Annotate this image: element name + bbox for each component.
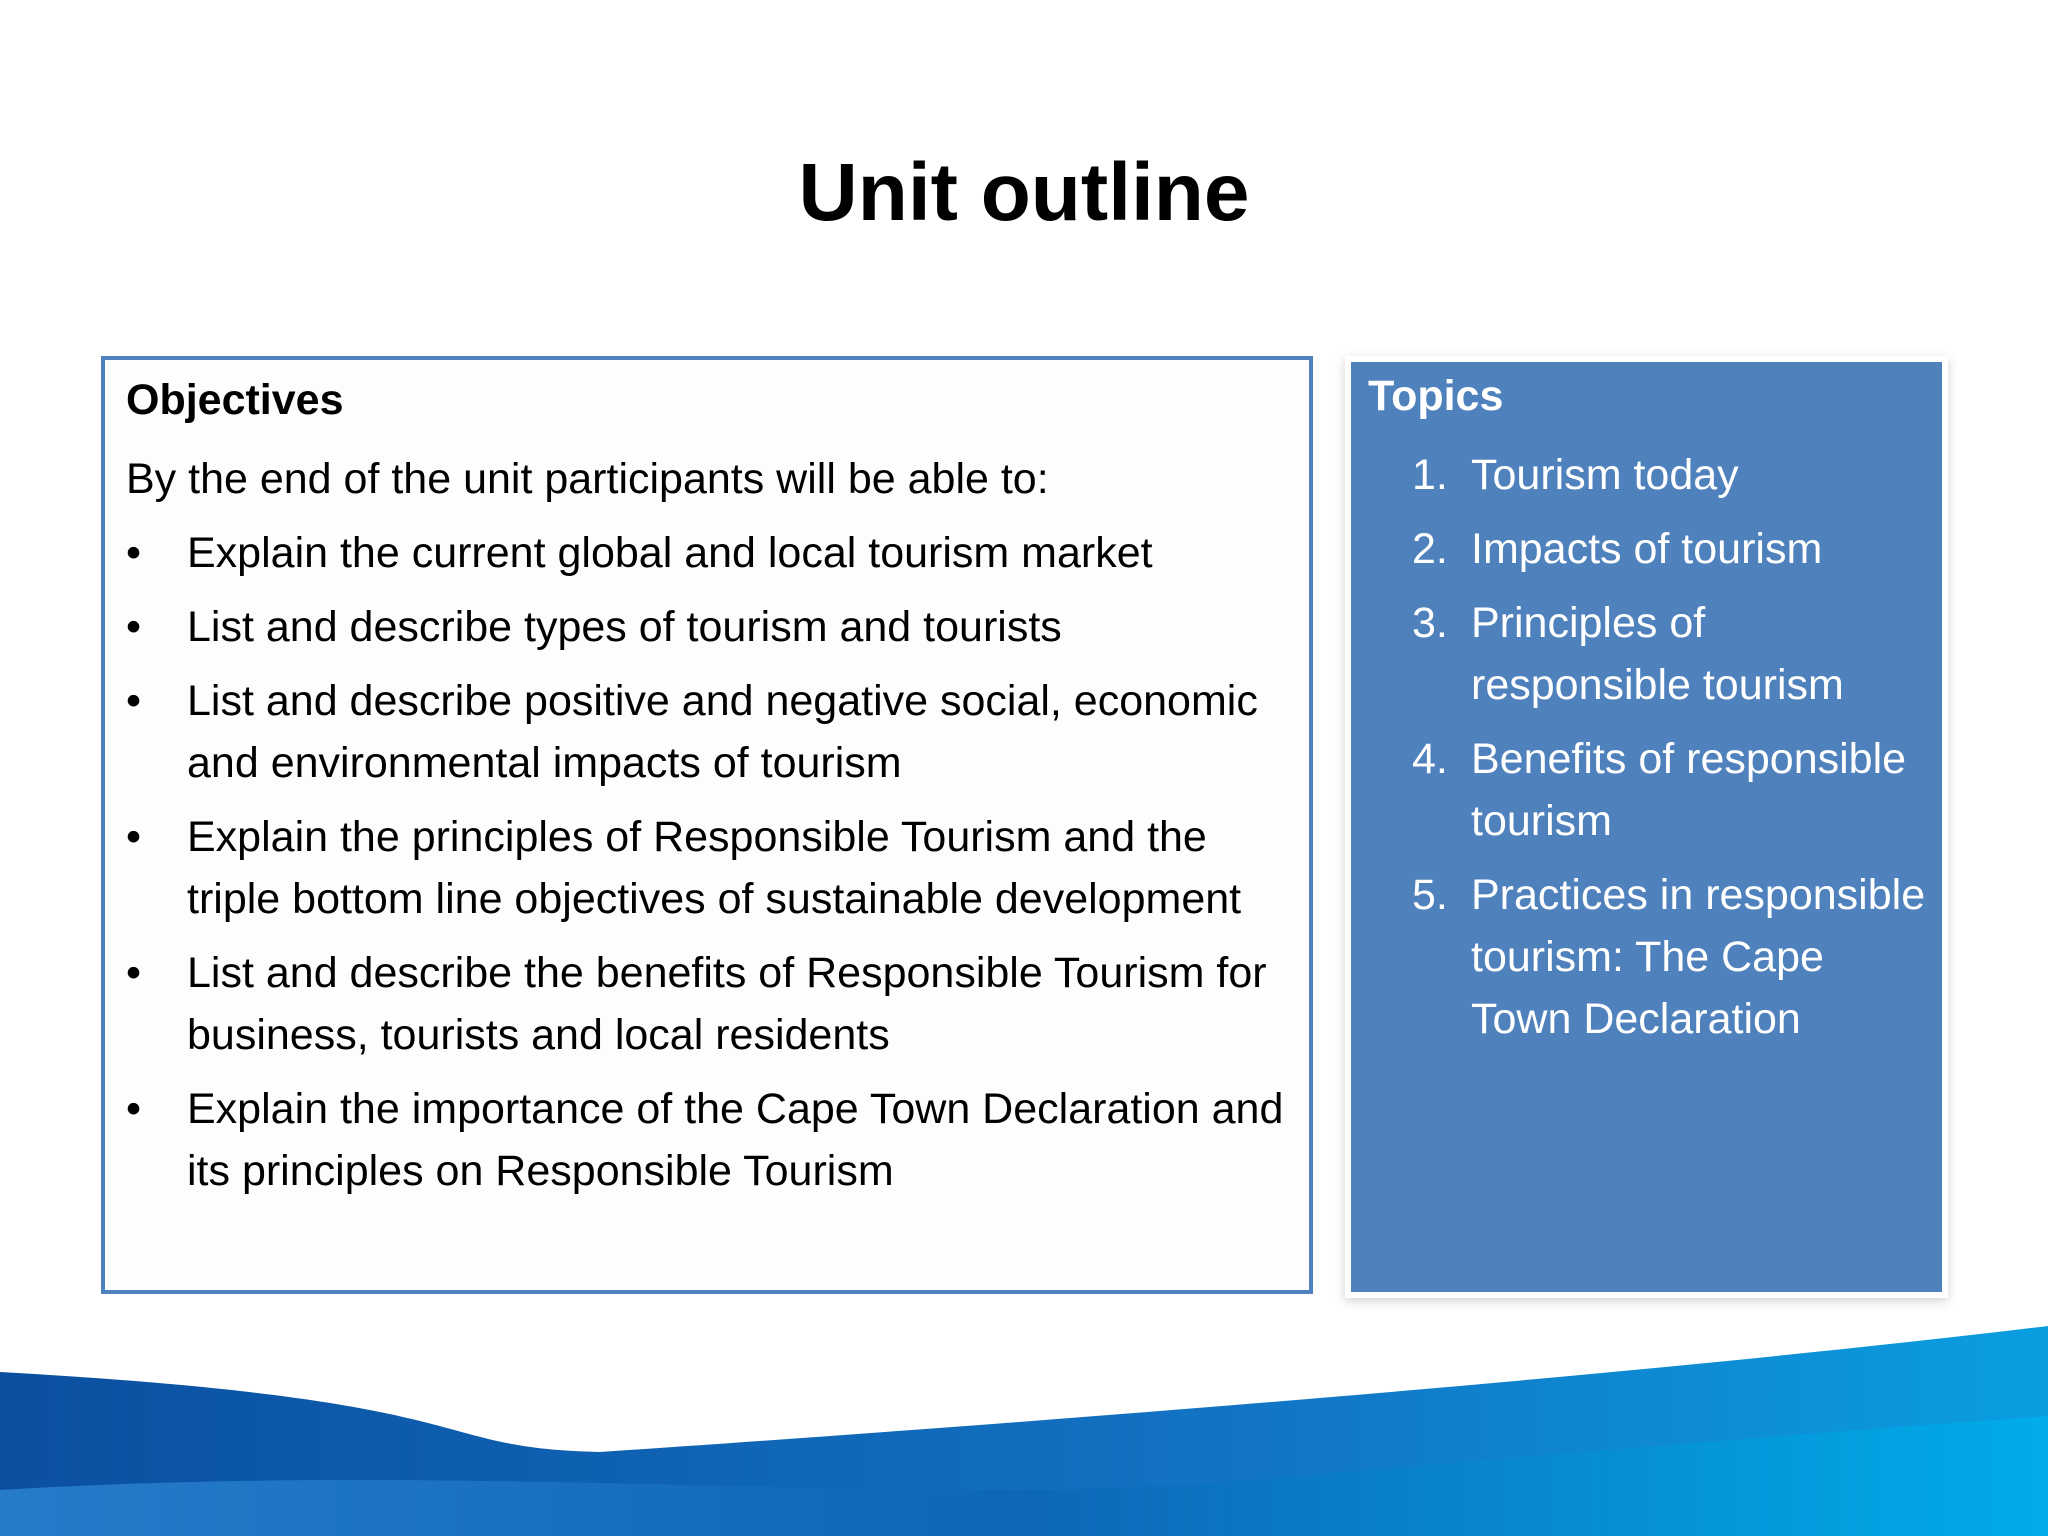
topic-text: Tourism today <box>1471 451 1739 499</box>
bullet-icon: • <box>126 529 142 577</box>
topic-number: 2. <box>1412 525 1448 573</box>
objective-text: List and describe types of tourism and tourists <box>187 603 1062 651</box>
topic-item <box>1368 518 1932 580</box>
objectives-intro: By the end of the unit participants will be able to: <box>126 455 1049 503</box>
objective-item <box>126 522 1291 584</box>
topic-text: Principles of responsible tourism <box>1471 599 1844 709</box>
bullet-icon: • <box>126 949 142 997</box>
bullet-icon: • <box>126 603 142 651</box>
topic-item <box>1368 864 1932 1050</box>
bullet-icon: • <box>126 813 142 861</box>
footer-wave-decoration <box>0 1320 2048 1536</box>
objective-item <box>126 596 1291 658</box>
topics-list <box>1368 444 1932 1050</box>
topic-number: 5. <box>1412 871 1448 919</box>
topic-text: Impacts of tourism <box>1471 525 1823 573</box>
objective-item <box>126 1078 1291 1202</box>
topic-item <box>1368 592 1932 716</box>
topic-text: Benefits of responsible tourism <box>1471 735 1907 845</box>
objective-text: Explain the principles of Responsible Tourism and the triple bottom line objectives of sustainable development <box>187 813 1242 923</box>
objective-item <box>126 806 1291 930</box>
topic-number: 4. <box>1412 735 1448 783</box>
topic-item <box>1368 444 1932 506</box>
topic-text: Practices in responsible tourism: The Cape Town Declaration <box>1471 871 1926 1043</box>
bullet-icon: • <box>126 1085 142 1133</box>
objective-text: List and describe the benefits of Responsible Tourism for business, tourists and local residents <box>187 949 1267 1059</box>
objective-text: List and describe positive and negative social, economic and environmental impacts of tourism <box>187 677 1258 787</box>
topic-item <box>1368 728 1932 852</box>
topic-number: 3. <box>1412 599 1448 647</box>
objectives-list <box>126 522 1291 1202</box>
objective-text: Explain the current global and local tourism market <box>187 529 1153 577</box>
topic-number: 1. <box>1412 451 1448 499</box>
slide-title: Unit outline <box>798 147 1250 238</box>
objective-item <box>126 942 1291 1066</box>
objective-text: Explain the importance of the Cape Town Declaration and its principles on Responsible Tourism <box>187 1085 1284 1195</box>
topics-box <box>1351 362 1942 1292</box>
topics-heading: Topics <box>1368 372 1504 420</box>
bullet-icon: • <box>126 677 142 725</box>
objectives-heading: Objectives <box>126 376 344 424</box>
objectives-box <box>101 356 1313 1294</box>
objective-item <box>126 670 1291 794</box>
